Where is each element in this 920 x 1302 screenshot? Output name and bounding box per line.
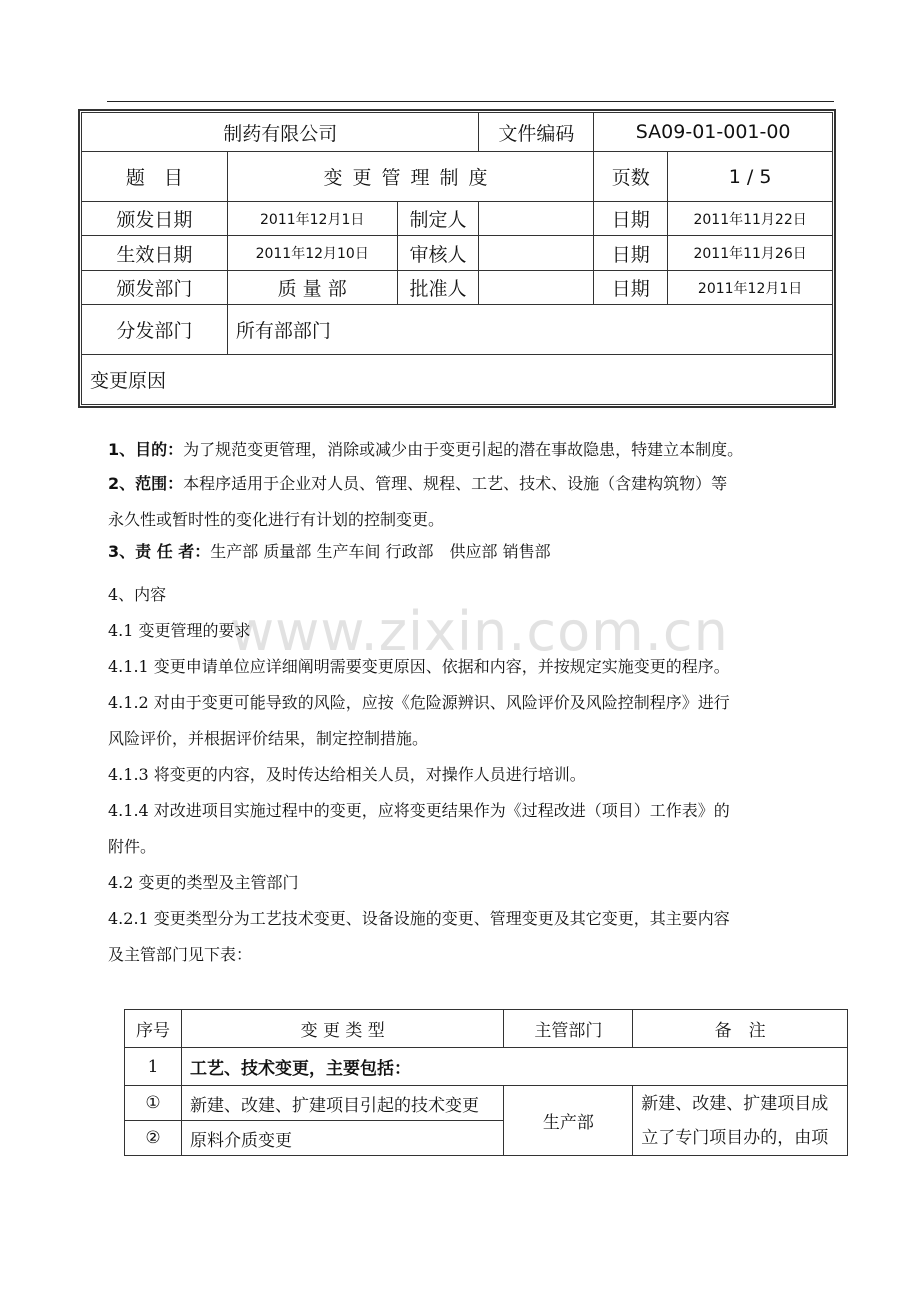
- dist-dept: 所有部部门: [227, 305, 832, 355]
- section-4-1-4: 4.1.4 对改进项目实施过程中的变更，应将变更结果作为《过程改进（项目）工作表》的: [108, 801, 730, 820]
- responsible-label: 3、责 任 者：: [108, 542, 211, 561]
- change-type-table: [124, 1009, 848, 1156]
- page-count: 1 / 5: [668, 152, 833, 202]
- reviewer-label: 审核人: [397, 236, 479, 271]
- purpose-label: 1、目的：: [108, 440, 184, 459]
- section-4-1-2: 4.1.2 对由于变更可能导致的风险，应按《危险源辨识、风险评价及风险控制程序》进行: [108, 693, 730, 712]
- scope-label: 2、范围：: [108, 474, 184, 493]
- row-no: ①: [125, 1086, 182, 1121]
- effective-date: 2011年12月10日: [227, 236, 397, 271]
- issue-date-label: 颁发日期: [82, 202, 228, 236]
- scope-text: 本程序适用于企业对人员、管理、规程、工艺、技术、设施（含建构筑物）等: [183, 474, 728, 493]
- watermark: www.zixin.com.cn: [230, 600, 729, 663]
- doc-code-label: 文件编码: [479, 113, 594, 152]
- row-dept: 生产部: [504, 1086, 633, 1156]
- section-4-1-2-cont: 风险评价，并根据评价结果，制定控制措施。: [108, 729, 429, 748]
- row-remark: 新建、改建、扩建项目成立了专门项目办的，由项: [633, 1086, 848, 1156]
- reviewer-date: 2011年11月26日: [668, 236, 833, 271]
- dist-dept-label: 分发部门: [82, 305, 228, 355]
- effective-date-label: 生效日期: [82, 236, 228, 271]
- group-title: 工艺、技术变更，主要包括：: [181, 1048, 847, 1086]
- approver-date: 2011年12月1日: [668, 271, 833, 305]
- issue-dept: 质 量 部: [227, 271, 397, 305]
- purpose-text: 为了规范变更管理，消除或减少由于变更引起的潜在事故隐患，特建立本制度。: [183, 440, 744, 459]
- document-header-table: [81, 112, 833, 405]
- section-4-1: 4.1 变更管理的要求: [108, 621, 251, 640]
- author-date-label: 日期: [594, 202, 668, 236]
- section-4-1-1: 4.1.1 变更申请单位应详细阐明需要变更原因、依据和内容，并按规定实施变更的程序。: [108, 657, 730, 676]
- section-4-2-1: 4.2.1 变更类型分为工艺技术变更、设备设施的变更、管理变更及其它变更，其主要内容: [108, 909, 730, 928]
- section-4-2: 4.2 变更的类型及主管部门: [108, 873, 299, 892]
- reviewer-value: [479, 236, 594, 271]
- col-header-remark: 备 注: [633, 1010, 848, 1048]
- col-header-type: 变 更 类 型: [181, 1010, 504, 1048]
- author-date: 2011年11月22日: [668, 202, 833, 236]
- col-header-no: 序号: [125, 1010, 182, 1048]
- author-label: 制定人: [397, 202, 479, 236]
- section-4-1-4-cont: 附件。: [108, 837, 157, 856]
- doc-title: 变更管理制度: [227, 152, 593, 202]
- row-no: ②: [125, 1121, 182, 1156]
- responsible-text: 生产部 质量部 生产车间 行政部 供应部 销售部: [210, 542, 551, 561]
- section-4-2-1-cont: 及主管部门见下表：: [108, 945, 253, 964]
- section-content: 4、内容: [108, 585, 167, 604]
- group-no: 1: [125, 1048, 182, 1086]
- pages-label: 页数: [594, 152, 668, 202]
- approver-date-label: 日期: [594, 271, 668, 305]
- change-reason-label: 变更原因: [82, 355, 833, 405]
- section-responsible: [108, 535, 838, 569]
- header-rule: [107, 101, 834, 102]
- section-purpose: [108, 433, 838, 467]
- title-label: 题 目: [82, 152, 228, 202]
- scope-text-cont: 永久性或暂时性的变化进行有计划的控制变更。: [108, 510, 445, 529]
- section-4-1-3: 4.1.3 将变更的内容，及时传达给相关人员，对操作人员进行培训。: [108, 765, 586, 784]
- approver-label: 批准人: [397, 271, 479, 305]
- approver-value: [479, 271, 594, 305]
- author-value: [479, 202, 594, 236]
- section-scope: [108, 467, 838, 501]
- row-type: 原料介质变更: [181, 1121, 504, 1156]
- reviewer-date-label: 日期: [594, 236, 668, 271]
- row-type: 新建、改建、扩建项目引起的技术变更: [181, 1086, 504, 1121]
- doc-code: SA09-01-001-00: [594, 113, 833, 152]
- issue-date: 2011年12月1日: [227, 202, 397, 236]
- company-name: 制药有限公司: [82, 113, 479, 152]
- issue-dept-label: 颁发部门: [82, 271, 228, 305]
- col-header-dept: 主管部门: [504, 1010, 633, 1048]
